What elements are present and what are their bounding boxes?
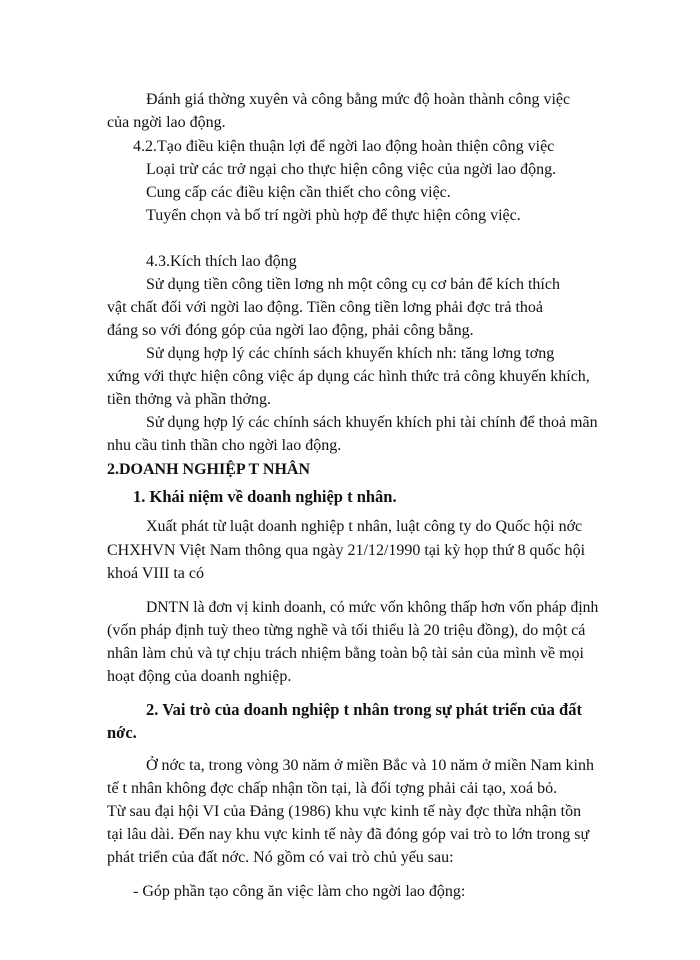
- paragraph-line: nhân làm chủ và tự chịu trách nhiệm bằng toàn bộ tài sản của mình về mọi: [107, 645, 584, 662]
- paragraph-line: Sử dụng tiền công tiền lơng nh một công cụ cơ bản để kích thích: [146, 276, 560, 293]
- paragraph-line: tại lâu dài. Đến nay khu vực kinh tế này đã đóng góp vai trò to lớn trong sự: [107, 826, 590, 843]
- paragraph-line: (vốn pháp định tuỳ theo từng nghề và tối thiểu là 20 triệu đồng), do một cá: [107, 622, 586, 639]
- subsection-heading: 2. Vai trò của doanh nghiệp t nhân trong sự phát triển của đất: [146, 700, 582, 719]
- subsection-heading: nớc.: [107, 723, 137, 742]
- paragraph-line: Cung cấp các điều kiện cần thiết cho công việc.: [146, 184, 451, 201]
- paragraph-line: nhu cầu tinh thần cho ngời lao động.: [107, 437, 342, 454]
- paragraph-line: Xuất phát từ luật doanh nghiệp t nhân, luật công ty do Quốc hội nớc: [146, 518, 583, 535]
- paragraph-line: Ở nớc ta, trong vòng 30 năm ở miền Bắc và 10 năm ở miền Nam kinh: [146, 757, 594, 774]
- paragraph-line: khoá VIII ta có: [107, 565, 204, 582]
- subsection-heading: 1. Khái niệm về doanh nghiệp t nhân.: [133, 487, 397, 506]
- paragraph-line: Đánh giá thờng xuyên và công bằng mức độ hoàn thành công việc: [146, 91, 571, 108]
- paragraph-line: vật chất đối với ngời lao động. Tiền công tiền lơng phải đợc trả thoả: [107, 299, 543, 316]
- paragraph-line: Từ sau đại hội VI của Đảng (1986) khu vực kinh tế này đợc thừa nhận tồn: [107, 803, 582, 820]
- paragraph-line: xứng với thực hiện công việc áp dụng các hình thức trả công khuyến khích,: [107, 368, 590, 385]
- chapter-heading: 2.DOANH NGHIỆP T NHÂN: [107, 461, 310, 478]
- paragraph-line: Sử dụng hợp lý các chính sách khuyến khích phi tài chính để thoả mãn: [146, 414, 598, 431]
- paragraph-line: tế t nhân không đợc chấp nhận tồn tại, là đối tợng phải cải tạo, xoá bỏ.: [107, 780, 558, 797]
- paragraph-line: Loại trừ các trở ngại cho thực hiện công việc của ngời lao động.: [146, 161, 557, 178]
- paragraph-line: CHXHVN Việt Nam thông qua ngày 21/12/1990 tại kỳ họp thứ 8 quốc hội: [107, 542, 586, 559]
- paragraph-line: đáng so với đóng góp của ngời lao động, phải công bằng.: [107, 322, 474, 339]
- paragraph-line: hoạt động của doanh nghiệp.: [107, 668, 292, 685]
- section-heading-4-2: 4.2.Tạo điều kiện thuận lợi để ngời lao động hoàn thiện công việc: [133, 138, 555, 155]
- paragraph-line: Tuyển chọn và bố trí ngời phù hợp để thực hiện công việc.: [146, 207, 521, 224]
- paragraph-line: tiền thởng và phần thởng.: [107, 391, 272, 408]
- paragraph-line: phát triển của đất nớc. Nó gồm có vai trò chủ yếu sau:: [107, 849, 454, 866]
- paragraph-line: Sử dụng hợp lý các chính sách khuyến khích nh: tăng lơng tơng: [146, 345, 555, 362]
- paragraph-line: DNTN là đơn vị kinh doanh, có mức vốn không thấp hơn vốn pháp định: [146, 599, 599, 616]
- bullet-line: - Góp phần tạo công ăn việc làm cho ngời lao động:: [133, 883, 466, 900]
- paragraph-line: của ngời lao động.: [107, 114, 226, 131]
- section-heading-4-3: 4.3.Kích thích lao động: [146, 253, 297, 270]
